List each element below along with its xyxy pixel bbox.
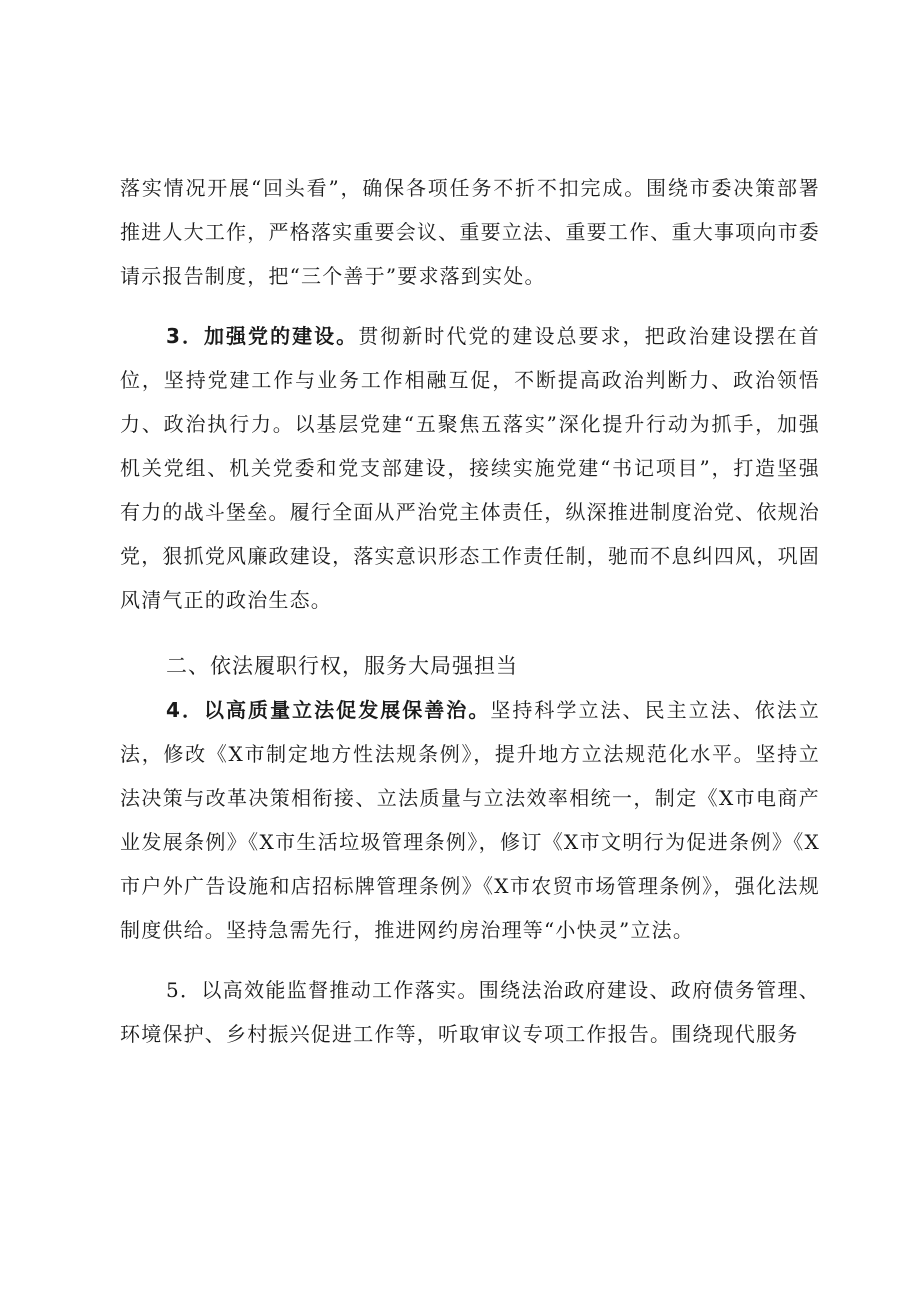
paragraph-gap bbox=[120, 952, 820, 968]
section-heading: 二、依法履职行权，服务大局强担当 bbox=[166, 654, 518, 678]
paragraph-text: 贯彻新时代党的建设总要求，把政治建设摆在首位，坚持党建工作与业务工作相融互促，不断提高政治判断力、政治领悟力、政治执行力。以基层党建“五聚焦五落实”深化提升行动为抓手，加强机关党组、机关党委和党支部建设，接续实施党建“书记项目”，打造坚强有力的战斗堡垒。履行全面从严治党主体责任，纵深推进制度治党、依规治党，狠抓党风廉政建设，落实意识形态工作责任制，驰而不息纠四风，巩固风清气正的政治生态。 bbox=[120, 324, 821, 612]
paragraph-text: 5．以高效能监督推动工作落实。围绕法治政府建设、政府债务管理、环境保护、乡村振兴促进工作等，听取审议专项工作报告。围绕现代服务 bbox=[120, 978, 820, 1046]
paragraph-supervision bbox=[120, 968, 820, 1056]
paragraph-text: 坚持科学立法、民主立法、依法立法，修改《X市制定地方性法规条例》，提升地方立法规范化水平。坚持立法决策与改革决策相衔接、立法质量与立法效率相统一，制定《X市电商产业发展条例》《X市生活垃圾管理条例》，修订《X市文明行为促进条例》《X市户外广告设施和店招标牌管理条例》《X市农贸市场管理条例》，强化法规制度供给。坚持急需先行，推进网约房治理等“小快灵”立法。 bbox=[120, 698, 820, 942]
paragraph-party-building bbox=[120, 314, 820, 622]
paragraph-continuation bbox=[120, 166, 820, 298]
document-body bbox=[120, 166, 820, 1056]
paragraph-lead: 3．加强党的建设。 bbox=[166, 324, 359, 348]
paragraph-legislation bbox=[120, 688, 820, 952]
paragraph-gap bbox=[120, 622, 820, 638]
paragraph-lead: 4．以高质量立法促发展保善治。 bbox=[166, 698, 491, 722]
paragraph-gap bbox=[120, 298, 820, 314]
paragraph-text: 落实情况开展“回头看”，确保各项任务不折不扣完成。围绕市委决策部署推进人大工作，严格落实重要会议、重要立法、重要工作、重大事项向市委请示报告制度，把“三个善于”要求落到实处。 bbox=[120, 176, 820, 288]
